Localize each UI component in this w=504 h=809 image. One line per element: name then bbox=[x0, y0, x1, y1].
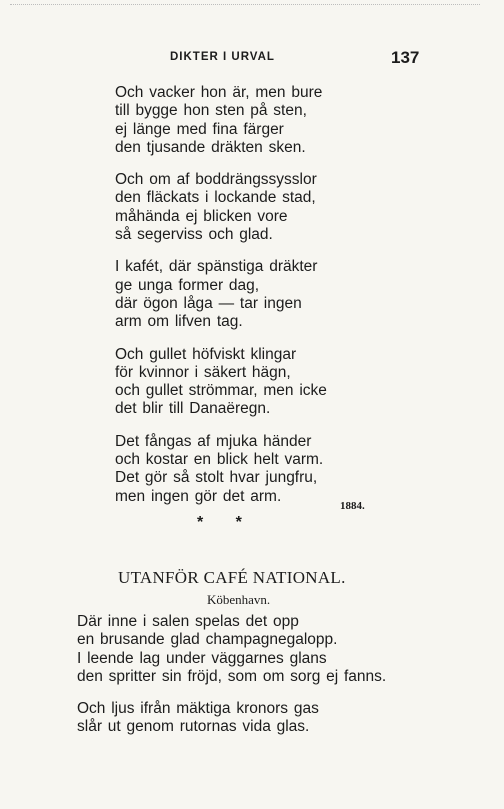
verse-line: ej länge med fina färger bbox=[115, 120, 284, 138]
verse-line: arm om lifven tag. bbox=[115, 313, 243, 331]
running-header: DIKTER I URVAL bbox=[170, 51, 275, 63]
stanza bbox=[115, 84, 327, 157]
page-number: 137 bbox=[391, 48, 420, 67]
verse-line: Det gör så stolt hvar jungfru, bbox=[115, 469, 318, 487]
verse-line: en brusande glad champagnegalopp. bbox=[77, 631, 338, 649]
verse-line: Och vacker hon är, men bure bbox=[115, 84, 323, 101]
verse-line: där ögon låga — tar ingen bbox=[115, 294, 302, 312]
verse-line: Det fångas af mjuka händer bbox=[115, 432, 312, 450]
poem-date: 1884. bbox=[340, 500, 365, 512]
verse-line: ge unga former dag, bbox=[115, 276, 260, 294]
top-edge-rule bbox=[10, 4, 480, 6]
verse-line: måhända ej blicken vore bbox=[115, 207, 288, 225]
verse-line: Och om af boddrängssysslor bbox=[115, 171, 317, 189]
verse-line: och kostar en blick helt varm. bbox=[115, 451, 324, 469]
stanza bbox=[115, 346, 327, 419]
verse-line: I leende lag under väggarnes glans bbox=[77, 649, 327, 667]
poem-continued bbox=[115, 84, 327, 520]
stanza bbox=[115, 258, 327, 331]
verse-line: den tjusande dräkten sken. bbox=[115, 138, 306, 156]
verse-line: till bygge hon sten på sten, bbox=[115, 102, 307, 120]
poem-title: UTANFÖR CAFÉ NATIONAL. bbox=[118, 568, 346, 587]
verse-line: men ingen gör det arm. bbox=[115, 487, 282, 505]
verse-line: så segerviss och glad. bbox=[115, 226, 273, 244]
stanza bbox=[115, 171, 327, 244]
poem-body bbox=[77, 613, 386, 751]
section-separator: * * bbox=[197, 514, 242, 531]
verse-line: Där inne i salen spelas det opp bbox=[77, 613, 299, 630]
stanza bbox=[115, 433, 327, 506]
verse-line: I kafét, där spänstiga dräkter bbox=[115, 258, 318, 276]
verse-line: Och gullet höfviskt klingar bbox=[115, 345, 297, 363]
stanza bbox=[77, 700, 386, 737]
verse-line: den fläckats i lockande stad, bbox=[115, 189, 316, 207]
verse-line: Och ljus ifrån mäktiga kronors gas bbox=[77, 700, 319, 718]
verse-line: slår ut genom rutornas vida glas. bbox=[77, 718, 310, 736]
verse-line: det blir till Danaëregn. bbox=[115, 400, 271, 418]
verse-line: och gullet strömmar, men icke bbox=[115, 382, 327, 400]
verse-line: den spritter sin fröjd, som om sorg ej fanns. bbox=[77, 667, 387, 685]
stanza bbox=[77, 613, 386, 686]
verse-line: för kvinnor i säkert hägn, bbox=[115, 363, 291, 381]
poem-subtitle: Köbenhavn. bbox=[207, 592, 271, 607]
